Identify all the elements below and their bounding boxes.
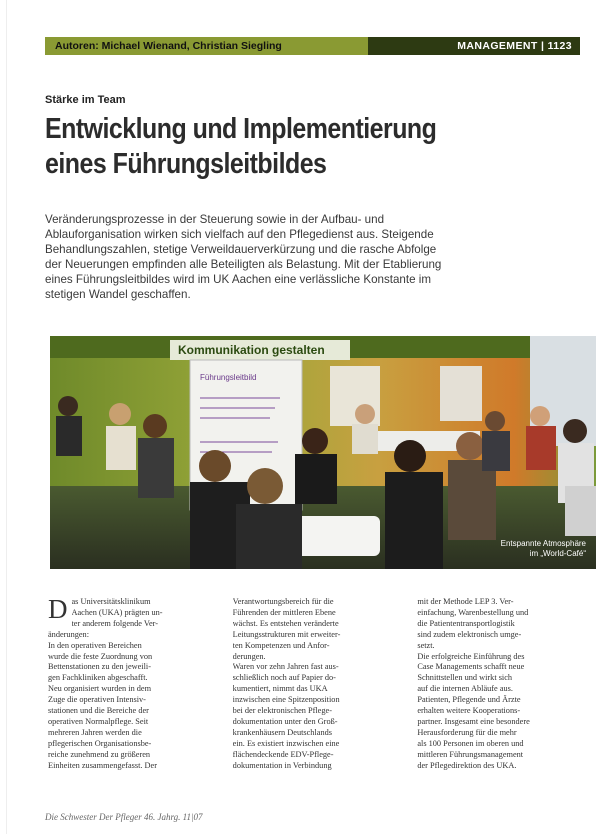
page-footer: Die Schwester Der Pfleger 46. Jahrg. 11|07 — [45, 812, 203, 822]
photo-banner: Kommunikation gestalten — [178, 343, 325, 357]
body-line: änderungen: — [48, 629, 90, 639]
body-line: mit der Methode LEP 3. Ver- — [417, 597, 514, 606]
body-line: ter anderem folgende Ver- — [71, 618, 159, 628]
workshop-photo-illustration — [50, 336, 596, 569]
body-line: mehreren Jahren werden die — [48, 727, 142, 737]
board-heading: Führungsleitbild — [200, 373, 257, 382]
body-line: dokumentation unter den Groß- — [232, 716, 338, 726]
body-line: Herausforderung für die mehr — [417, 727, 517, 737]
article-photo — [50, 336, 596, 569]
body-line: Verantwortungsbereich für die — [232, 597, 334, 606]
section-label: MANAGEMENT | 1123 — [368, 37, 580, 55]
body-line: Schnittstellen und wirkt sich — [417, 673, 513, 683]
body-line: wächst. Es entstehen veränderte — [232, 618, 339, 628]
caption-line: Entspannte Atmosphäre — [500, 539, 586, 548]
body-line: operativen Normalpflege. Seit — [48, 716, 149, 726]
article-kicker: Stärke im Team — [45, 94, 126, 106]
body-line: inzwischen eine Spitzenposition — [232, 695, 340, 705]
caption-line: im „World-Café“ — [529, 549, 586, 558]
body-line: Aachen (UKA) prägten un- — [71, 607, 163, 617]
body-text — [48, 597, 588, 812]
body-line: schließlich noch auf Papier do- — [232, 673, 336, 683]
body-line: Die erfolgreiche Einführung des — [417, 651, 525, 661]
body-line: gen Fachkliniken abgeschafft. — [48, 673, 148, 683]
body-line: Führenden der mittleren Ebene — [232, 607, 336, 617]
body-line: mittleren Führungsmanagement — [417, 749, 524, 759]
article-title — [45, 112, 492, 182]
body-line: erhalten weitere Kooperations- — [417, 706, 521, 716]
body-column-2 — [233, 597, 404, 812]
body-line: ein. Es existiert inzwischen eine — [232, 738, 340, 748]
title-line: Entwicklung und Implementierung — [45, 113, 437, 145]
body-line: als 100 Personen im oberen und — [417, 738, 524, 748]
body-line: einfachung, Warenbestellung und — [417, 607, 529, 617]
body-line: bei der elektronischen Pflege- — [232, 706, 332, 716]
lead-line: Veränderungsprozesse in der Steuerung sowie in der Aufbau- und — [45, 213, 385, 226]
body-line: Leitungsstrukturen mit erweiter- — [232, 629, 341, 639]
body-line: kumentiert, nimmt das UKA — [232, 684, 328, 694]
lead-line: Behandlungszahlen, stetige Verweildauerverkürzung und die rasche Abfolge — [45, 243, 437, 256]
body-line: sind zudem elektronisch umge- — [417, 629, 522, 639]
body-line: flächendeckende EDV-Pflege- — [232, 749, 334, 759]
lead-line: stetigen Wandel geschaffen. — [45, 288, 191, 301]
drop-cap: D — [48, 597, 68, 621]
body-line: der Pflegedirektion des UKA. — [417, 760, 517, 770]
body-line: partner. Insgesamt eine besondere — [417, 716, 530, 726]
page-edge — [6, 0, 7, 834]
body-line: pflegerischen Organisationsbe- — [48, 738, 152, 748]
article-lead — [45, 212, 565, 302]
body-line: In den operativen Bereichen — [48, 640, 142, 650]
body-line: Case Managements schafft neue — [417, 662, 525, 672]
photo-caption — [501, 539, 586, 559]
body-line: setzt. — [417, 640, 435, 650]
lead-line: Ablauforganisation wirken sich vielfach auf den Pflegedienst aus. Steigende — [45, 228, 434, 241]
body-line: Patienten, Pflegende und Ärzte — [417, 695, 521, 705]
body-line: krankenhäusern Deutschlands — [232, 727, 332, 737]
title-line: eines Führungsleitbildes — [45, 148, 327, 180]
body-line: Zuge die operativen Intensiv- — [48, 695, 146, 705]
body-line: Waren vor zehn Jahren fast aus- — [232, 662, 339, 672]
running-header — [45, 37, 580, 55]
body-line: reiche zunehmend zu größeren — [48, 749, 151, 759]
lead-line: eines Führungsleitbildes wird im UK Aachen eine verlässliche Konstante im — [45, 273, 432, 286]
body-line: ten Kompetenzen und Anfor- — [232, 640, 330, 650]
body-line: auf die internen Abläufe aus. — [417, 684, 513, 694]
body-line: wurde die feste Zuordnung von — [48, 651, 153, 661]
body-line: Bettenstationen zu den jeweili- — [48, 662, 151, 672]
body-column-3 — [417, 597, 588, 812]
body-line: Neu organisiert wurden in dem — [48, 684, 152, 694]
body-line: as Universitätsklinikum — [71, 597, 151, 606]
body-line: dokumentation in Verbindung — [232, 760, 332, 770]
body-line: derungen. — [232, 651, 266, 661]
body-line: Einheiten zusammengefasst. Der — [48, 760, 157, 770]
body-line: die Patiententransportlogistik — [417, 618, 515, 628]
author-line: Autoren: Michael Wienand, Christian Siegling — [45, 37, 368, 55]
lead-line: der Neuerungen empfinden alle Beteiligten als Belastung. Mit der Etablierung — [45, 258, 442, 271]
body-line: stationen und die Bereiche der — [48, 706, 149, 716]
body-column-1 — [48, 597, 219, 812]
